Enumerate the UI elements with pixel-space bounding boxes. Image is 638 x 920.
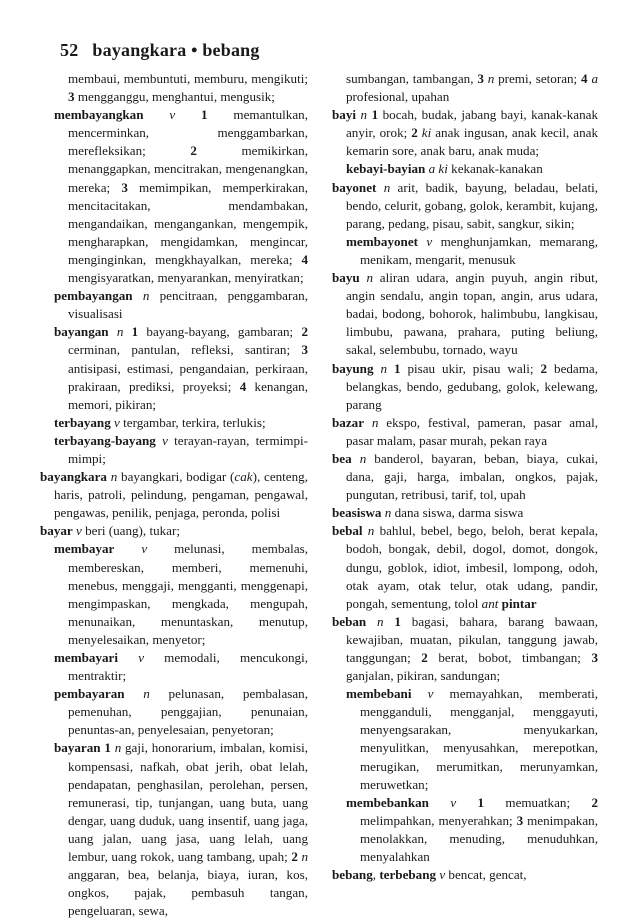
sub-entry: kebayi-bayian a ki kekanak-kanakan [346,161,543,177]
dictionary-entry: sumbangan, tambangan, 3 n premi, setoran; 4 a profesional, upahan [346,71,598,105]
sub-entry: terbayang v tergambar, terkira, terlukis; [54,414,266,430]
dictionary-entry: beasiswa n dana siswa, darma siswa [332,505,524,521]
dictionary-entry: bazar n ekspo, festival, pameran, pasar amal, pasar malam, pasar murah, pekan raya [332,414,598,448]
sub-entry: membaui, membuntuti, memburu, mengikuti; 3 mengganggu, menghantui, mengusik; [68,71,308,105]
dictionary-entry: bebal n bahlul, bebel, bego, beloh, berat kepala, bodoh, bongak, debil, dogol, domot, dongok, dungu, goblok, idiot, imbesil, lompong, odoh, otak ayam, otak telur, otak udang, pandir, pongah, sementung, tolol ant pintar [332,523,599,611]
dictionary-entry: bayi n 1 bocah, budak, jabang bayi, kanak-kanak anyir, orok; 2 ki anak ingusan, anak kecil, anak kemarin sore, anak baru, anak muda; [332,107,598,159]
sub-entry: terbayang-bayang v terayan-rayan, termimpi-mimpi; [54,432,308,466]
sub-entry: membayonet v menghunjamkan, memarang, menikam, mengarit, menusuk [346,233,599,267]
sub-entry: pembayangan n pencitraan, penggambaran, visualisasi [54,288,308,322]
page-number: 52 [60,40,79,60]
sub-entry: membayari v memodali, mencukongi, mentraktir; [54,650,308,684]
sub-entry: bayaran 1 n gaji, honorarium, imbalan, komisi, kompensasi, nafkah, obat jerih, obat lelah, pendapatan, penghasilan, perolehan, persen, remunerasi, tip, tunjangan, uang buta, uang dengar, uang duduk, uang insentif, uang jaga, uang jalan, uang jasa, uang lelah, uang lembur, uang rokok, uang tambang, upah; 2 n anggaran, bea, belanja, biaya, iuran, kos, ongkos, pajak, pembasuh tangan, pengeluaran, sewa, [54,740,308,919]
dictionary-entry: bayonet n arit, badik, bayung, beladau, belati, bendo, celurit, gobang, golok, kerambit, kujang, parang, pedang, pisau, sabit, sangkur, sikin; [332,179,598,231]
sub-entry: pembayaran n pelunasan, pembalasan, pemenuhan, penggajian, penunaian, penuntas-an, penyelesaian, penyetoran; [54,686,308,738]
sub-entry: membayangkan v 1 memantulkan, mencerminkan, menggambarkan, merefleksikan; 2 memikirkan, menanggapkan, mencitrakan, mengenangkan, mereka; 3 memimpikan, memperkirakan, mencitacitakan, mendambakan, mengandaikan, mengangankan, mengempik, mengharapkan, mengidamkan, mengincar, menginginkan, mengkhayalkan, mereka; 4 mengisyaratkan, menyarankan, menyiratkan; [54,107,308,286]
dictionary-entry: bayung n 1 pisau ukir, pisau wali; 2 bedama, belangkas, bendo, gedubang, golok, kelewang, parang [332,360,599,412]
dictionary-entry: bea n banderol, bayaran, beban, biaya, cukai, dana, gaji, harga, imbalan, ongkos, pajak, pungutan, retribusi, tarif, tol, upah [332,450,599,503]
dictionary-entry: bebang, terbebang v bencat, gencat, [332,867,527,883]
page-header [60,40,260,61]
sub-entry: membebankan v 1 memuatkan; 2 melimpahkan, menyerahkan; 3 menimpakan, menolakkan, menuding, menuduhkan, menyalahkan [346,794,598,865]
sub-entry: bayangan n 1 bayang-bayang, gambaran; 2 cerminan, pantulan, refleksi, santiran; 3 antisipasi, estimasi, pengandaian, perkiraan, prakiraan, prediksi, proyeksi; 4 kenangan, memori, pikiran; [54,324,309,412]
dictionary-entry: bayu n aliran udara, angin puyuh, angin ribut, angin sendalu, angin topan, angin, arus udara, badai, bodong, bohorok, halimbubu, langkisau, limbubu, pawana, prahara, puting beliung, sakal, selembubu, tornado, wayu [332,270,598,358]
guide-words: bayangkara • bebang [92,40,260,60]
dictionary-entry: beban n 1 bagasi, bahara, barang bawaan, kewajiban, muatan, pikulan, tanggung jawab, tanggungan; 2 berat, bobot, timbangan; 3 ganjalan, pikiran, sandungan; [332,613,598,684]
dictionary-entry: bayar v beri (uang), tukar; [40,523,180,539]
sub-entry: membayar v melunasi, membalas, membereskan, memberi, memenuhi, menebus, menggaji, mengganti, menggenapi, mengimpaskan, mengkada, mengupah, menunaikan, menuntaskan, menutup, menyelesaikan, menyetor; [54,541,308,647]
dictionary-entry: bayangkara n bayangkari, bodigar (cak), centeng, haris, patroli, pelindung, pengaman, pengawal, pengawas, penilik, penjaga, peronda, polisi [40,469,308,521]
left-column [40,70,308,920]
right-column [332,70,598,884]
sub-entry: membebani v memayahkan, memberati, mengganduli, mengganjal, menggayuti, menyengsarakan, menyukarkan, menyulitkan, menyusahkan, merepotkan, merugikan, merumitkan, merunyamkan, meruwetkan; [346,686,598,792]
